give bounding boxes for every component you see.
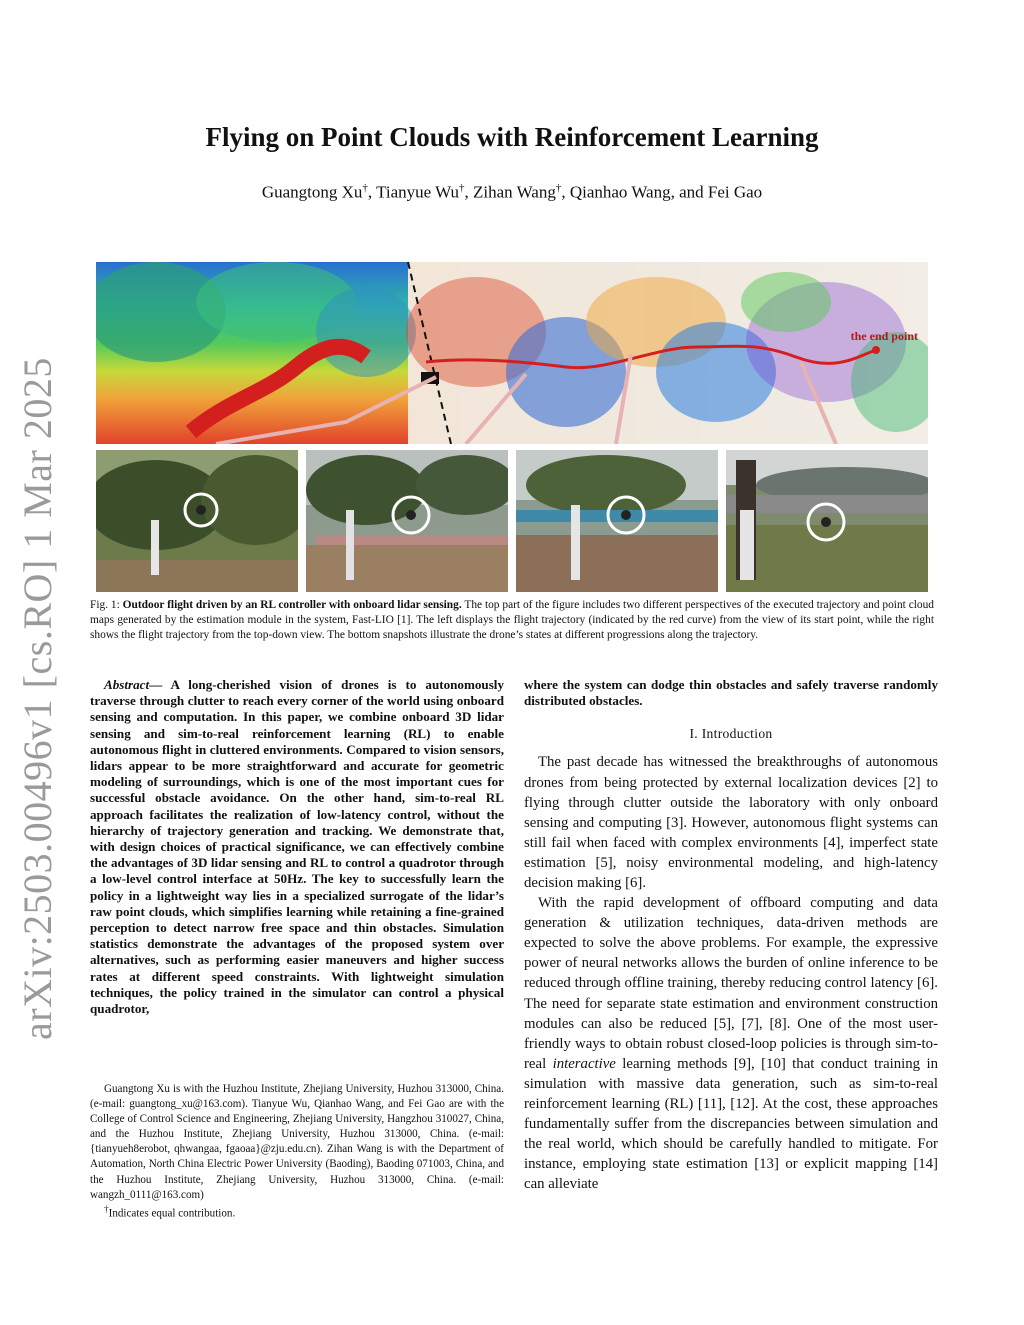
figure-1 [96,262,928,592]
equal-contribution-mark: † [555,182,562,194]
section-heading-text: I. Introduction [689,726,773,742]
intro-p2-part2: learning methods [9], [10] that conduct training in simulation with massive data generation, such as sim-to-real reinforcement learning (RL) [11], [12]. At the cost, these approaches fundamentally suffer from the discrepancies between simulation and the real world, which should be carefully handled to mitigate. For instance, employing state estimation [13] or explicit mapping [14] can alleviate [524,1055,938,1193]
abstract-text: A long-cherished vision of drones is to autonomously traverse through clutter to reach every corner of the world using onboard sensing and computation. In this paper, we combine onboard 3D lidar sensing and sim-to-real reinforcement learning (RL) to enable autonomous flight in cluttered environments. Compared to vision sensors, lidars appear to be more straightforward and accurate for geometric modeling of surroundings, which is one of the most important cues for successful obstacle avoidance. On the other hand, sim-to-real RL approach facilitates the realization of low-latency control, without the hierarchy of trajectory generation and tracking. We demonstrate that, with design choices of practical significance, we can effectively combine the advantages of 3D lidar sensing and RL to control a quadrotor through a low-level control interface at 50Hz. The key to successfully learn the policy in a lightweight way lies in a specialized surrogate of the lidar’s raw point clouds, which simplifies learning while retaining a fine-grained perception to detect narrow free space and thin obstacles. Simulation statistics demonstrate the advantages of the proposed system over alternatives, such as performing easier maneuvers and higher success rates at different speed constraints. With lightweight simulation techniques, the policy trained in the simulator can control a physical quadrotor, [90,677,504,1017]
author-4-5: , Qianhao Wang, and Fei Gao [561,182,763,202]
affiliation-note: Guangtong Xu is with the Huzhou Institute, Zhejiang University, Huzhou 313000, China. (e-mail: guangtong_xu@163.com). Tianyue Wu, Qianhao Wang, and Fei Gao are with the College of Control Science and Engineering, Zhejiang University, Hangzhou 310027, China, and the Huzhou Institute, Zhejiang University, Huzhou 313000, China. (e-mail: {tianyueh8erobot, qhwangaa, fgaoaa}@zju.edu.cn). Zihan Wang is with the Department of Automation, North China Electric Power University (Baoding), Baoding 071003, China, and the Huzhou Institute, Zhejiang University, Huzhou 313000, China. (e-mail: wangzh_0111@163.com) [90,1083,504,1201]
author-1: Guangtong Xu [261,182,363,202]
snapshot-4 [726,450,928,592]
snapshot-2 [306,450,508,592]
abstract-label: Abstract [104,677,150,692]
abstract [90,677,504,1017]
author-list [90,182,934,203]
equal-contribution-mark: † [362,182,368,194]
equal-contribution-note [90,1203,504,1222]
caption-text: The top part of the figure includes two different perspectives of the executed trajectory and point cloud maps generated by the estimation module in the system, Fast-LIO [1]. The left displays the flight trajectory (indicated by the red curve) from the view of its start point, while the right shows the flight trajectory from the top-down view. The bottom snapshots illustrate the drone’s states at different progressions along the trajectory. [90,599,935,642]
equal-contribution-text: Indicates equal contribution. [108,1207,236,1220]
arxiv-stamp: arXiv:2503.00496v1 [cs.RO] 1 Mar 2025 [15,357,60,1040]
left-column [90,677,504,1017]
author-3: , Zihan Wang [464,182,556,202]
intro-p2-italic: interactive [552,1055,616,1072]
abstract-continued: where the system can dodge thin obstacles and safely traverse randomly distributed obstacles. [524,677,938,709]
end-point-label: the end point [850,329,918,343]
caption-label: Fig. 1: [90,599,123,611]
intro-paragraph-2 [524,893,938,1194]
caption-bold: Outdoor flight driven by an RL controller with onboard lidar sensing. [122,599,462,611]
snapshot-3 [516,450,718,592]
abstract-dash: — [149,677,171,692]
equal-contribution-mark: † [459,182,465,194]
intro-p2-part1: With the rapid development of offboard computing and data generation & utilization techniques, data-driven methods are expected to solve the above problems. For example, the expressive power of neural networks allows the burden of online inference to be reduced through offline training, thereby reducing control latency [6]. The need for separate state estimation and environment construction modules can also be reduced [5], [7], [8]. One of the most user-friendly ways to obtain robust closed-loop policies is through sim-to-real [524,895,938,1072]
dagger-mark: † [104,1204,109,1215]
snapshot-1 [96,450,298,592]
intro-paragraph-1: The past decade has witnessed the breakthroughs of autonomous drones from being protected by external localization devices [2] to flying through clutter outside the laboratory with only onboard sensing and computing [3]. However, autonomous flight systems can still fail when faced with complex environments [4], imperfect state estimation [5], noisy environmental modeling, and high-latency decision making [6]. [524,754,938,891]
snapshot-strip [96,450,928,592]
figure-1-caption [90,598,934,644]
footnote [90,1082,504,1222]
point-cloud-image [96,262,928,444]
section-heading [524,726,938,742]
right-column [524,677,938,1194]
author-2: , Tianyue Wu [367,182,459,202]
paper-title: Flying on Point Clouds with Reinforcement Learning [205,122,819,152]
point-cloud-panel [96,262,928,444]
